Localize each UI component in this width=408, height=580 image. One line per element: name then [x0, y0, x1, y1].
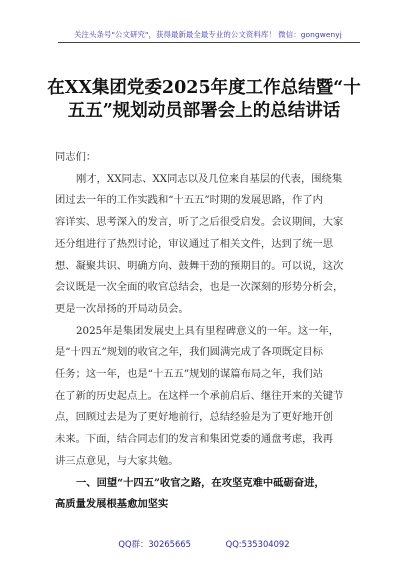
paragraph-line: 团过去一年的工作实践和“十五五”时期的发展思路，作了内 [55, 194, 323, 207]
paragraph-line: 讲三点意见，与大家共勉。 [55, 454, 179, 467]
paragraph-line: 想、凝聚共识、明确方向、鼓舞干劲的预期目的。可以说，这次 [55, 259, 344, 272]
qq-number: QQ:535304092 [225, 539, 290, 549]
qq-group-number: QQ群：30265665 [118, 539, 191, 549]
paragraph-line: 更是一次昂扬的开局动员会。 [55, 302, 189, 315]
paragraph-line: 任务；这一年，也是“十五五”规划的谋篇布局之年，我们站 [55, 368, 323, 381]
paragraph-line: 在了新的历史起点上。在这样一个承前启后、继往开来的关键节 [55, 389, 344, 402]
paragraph-line: 点，回顾过去是为了更好地前行，总结经验是为了更好地开创 [55, 411, 334, 424]
paragraph-line: 容详实、思考深入的发言，听了之后很受启发。会议期间，大家 [55, 216, 344, 229]
paragraph-line: 会议既是一次全面的收官总结会，也是一次深刻的形势分析会， [55, 281, 344, 294]
header-note: 关注头条号"公文研究"，获得最新最全最专业的公文资料库！ 微信：gongwenyj [74, 30, 342, 39]
title-line-1: 在XX集团党委2025年度工作总结暨“十 [47, 78, 361, 98]
salutation: 同志们： [55, 151, 97, 163]
document-body [55, 147, 361, 516]
document-title [44, 77, 364, 123]
paragraph-line: 还分组进行了热烈讨论，审议通过了相关文件，达到了统一思 [55, 237, 334, 250]
header-divider [58, 42, 360, 43]
section-heading-line: 一、回望“十四五”收官之路，在攻坚克难中砥砺奋进， [76, 476, 325, 489]
title-line-2: 五五”规划动员部署会上的总结讲话 [67, 101, 341, 121]
paragraph-line: 刚才，XX同志、XX同志以及几位来自基层的代表，围绕集 [76, 172, 343, 185]
section-heading-line: 高质量发展根基愈加坚实 [55, 498, 169, 511]
paragraph-line: 是“十四五”规划的收官之年，我们圆满完成了各项既定目标 [55, 346, 323, 359]
footer-contacts [0, 538, 408, 550]
paragraph-line: 未来。下面，结合同志们的发言和集团党委的通盘考虑，我再 [55, 433, 334, 446]
paragraph-line: 2025年是集团发展史上具有里程碑意义的一年。这一年， [76, 324, 340, 337]
